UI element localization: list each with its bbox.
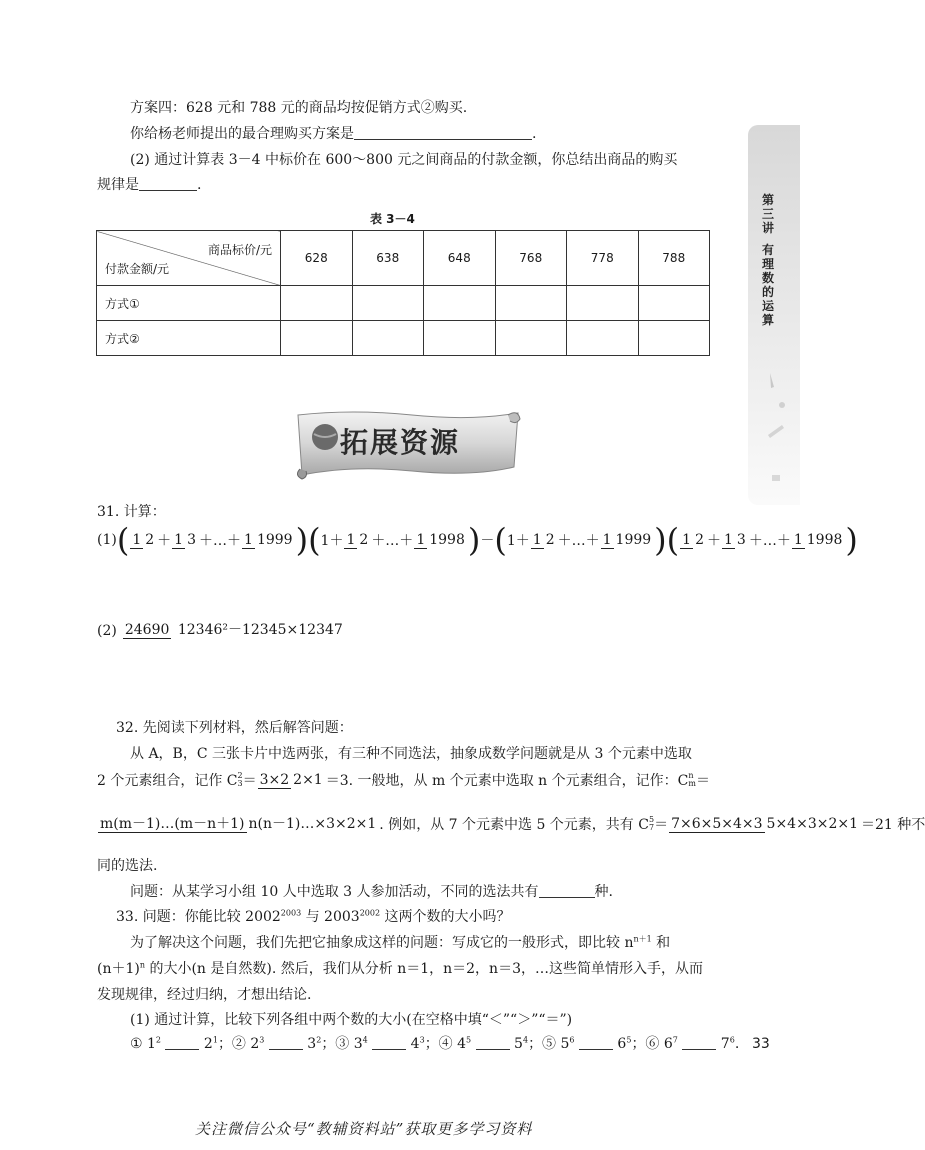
text: 5 xyxy=(514,1036,523,1052)
text: ＝3. 一般地，从 m 个元素中选取 n 个元素组合，记作：C xyxy=(325,773,689,789)
table-cell[interactable] xyxy=(352,321,424,356)
price-col: 768 xyxy=(495,231,567,286)
price-col: 788 xyxy=(638,231,710,286)
text: ；⑥ 6 xyxy=(631,1036,673,1052)
fraction-denominator: 5×4×3×2×1 xyxy=(766,815,859,832)
text: ；④ 4 xyxy=(424,1036,467,1052)
answer-blank[interactable] xyxy=(579,1035,613,1050)
answer-blank[interactable] xyxy=(269,1035,303,1050)
table-cell[interactable] xyxy=(495,286,567,321)
text: 的大小(n 是自然数). 然后，我们从分析 n＝1，n＝2，n＝3，…这些简单情形入手，从而 xyxy=(145,961,703,977)
answer-blank[interactable] xyxy=(165,1035,199,1050)
text: ＝ xyxy=(654,817,669,833)
price-table xyxy=(96,230,710,356)
q33-paragraph-2 xyxy=(97,959,703,979)
table-cell[interactable] xyxy=(495,321,567,356)
text: ；③ 3 xyxy=(321,1036,363,1052)
answer-blank[interactable] xyxy=(372,1035,406,1050)
table-cell[interactable] xyxy=(567,286,639,321)
header-payment-label: 付款金额/元 xyxy=(105,262,170,276)
fraction-denominator: n(n－1)…×3×2×1 xyxy=(248,815,377,832)
chapter-side-tab xyxy=(748,125,800,505)
q31-part2-formula xyxy=(97,622,346,639)
text: 为了解决这个问题，我们先把它抽象成这样的问题：写成它的一般形式，即比较 n xyxy=(130,935,634,951)
text: 和 xyxy=(651,935,671,951)
page-number: 33 xyxy=(752,1036,770,1052)
table-cell[interactable] xyxy=(281,286,353,321)
text: (n＋1) xyxy=(97,961,140,977)
table-cell[interactable] xyxy=(352,286,424,321)
q31-part1-formula: (1) ( 1 2 ＋ 1 3 ＋…＋ 1 1999 )( 1＋ 1 2 ＋…＋ 1 1998 ) － ( 1＋ 1 2 ＋…＋ 1 1999 )( 1 2 ＋ 1 3 ＋…＋ 1 1998 ) xyxy=(97,521,858,559)
text: ＝21 种不 xyxy=(861,817,925,833)
text: 这两个数的大小吗？ xyxy=(380,909,511,925)
text: 7 xyxy=(720,1036,730,1052)
q32-heading: 32. 先阅读下列材料，然后解答问题： xyxy=(116,720,353,736)
table-diagonal-header xyxy=(97,231,281,286)
answer-blank[interactable] xyxy=(476,1035,510,1050)
table-cell[interactable] xyxy=(424,286,496,321)
table-cell[interactable] xyxy=(638,286,710,321)
best-plan-line: 你给杨老师提出的最合理购买方案是 . xyxy=(130,126,537,142)
text: 与 2003 xyxy=(301,909,360,925)
fraction-denominator: 12346²－12345×12347 xyxy=(177,622,343,638)
q32-line4: 同的选法. xyxy=(97,858,158,874)
q32-line2: 2 个元素组合，记作 C 2 3 ＝ 3×2 2×1 ＝3. 一般地，从 m 个元素中选取 n 个元素组合，记作：C n m ＝ xyxy=(97,771,710,789)
q31-heading: 31. 计算： xyxy=(97,504,166,520)
q33-paragraph-3: 发现规律，经过归纳，才想出结论. xyxy=(97,987,312,1003)
table-row xyxy=(97,286,710,321)
text: ＝ xyxy=(695,773,710,789)
fraction-denominator: 2×1 xyxy=(293,771,323,788)
part-label: (1) xyxy=(97,532,117,548)
table-cell[interactable] xyxy=(424,321,496,356)
exponent: 2002 xyxy=(359,908,381,918)
q33-part1-instruction: (1) 通过计算，比较下列各组中两个数的大小(在空格中填“＜”“＞”“＝”) xyxy=(130,1012,573,1028)
decorative-pencil-icons xyxy=(762,365,792,495)
text: 33. 问题：你能比较 2002 xyxy=(116,909,281,925)
q33-compare-row: ① $1^2$ $2^1$；② $2^3$ $3^2$；③ $3^4$ $4^3$；④ $4^5$ $5^4$；⑤ $5^6$ $6^5$；⑥ $6^7$ $7^6$. xyxy=(130,1035,740,1052)
text: . 例如，从 7 个元素中选 5 个元素，共有 C xyxy=(379,817,649,833)
text: 3 xyxy=(307,1036,317,1052)
q32-question xyxy=(130,882,613,902)
chapter-label: 第 三 讲 xyxy=(761,193,774,235)
q33-heading xyxy=(116,907,511,927)
chapter-title: 有 理 数 的 运 算 xyxy=(761,243,774,327)
text: . xyxy=(734,1036,740,1052)
q33-paragraph-1 xyxy=(130,933,670,953)
text: ；② 2 xyxy=(217,1036,260,1052)
answer-blank[interactable] xyxy=(539,883,595,898)
row-label: 方式① xyxy=(97,286,281,321)
text: 种. xyxy=(594,884,613,900)
exponent: n xyxy=(139,960,146,970)
price-col: 628 xyxy=(281,231,353,286)
price-col: 648 xyxy=(424,231,496,286)
fraction-numerator: m(m－1)…(m－n＋1) xyxy=(100,815,245,832)
footer-notice: 关注微信公众号“教辅资料站”获取更多学习资料 xyxy=(195,1120,533,1138)
q32-line1: 从 A，B，C 三张卡片中选两张，有三种不同选法，抽象成数学问题就是从 3 个元素中选取 xyxy=(130,746,692,762)
q32-line3: m(m－1)…(m－n＋1) n(n－1)…×3×2×1 . 例如，从 7 个元素中选 5 个元素，共有 C 5 7 ＝ 7×6×5×4×3 5×4×3×2×1 ＝21 种不 xyxy=(100,815,925,833)
table-cell[interactable] xyxy=(567,321,639,356)
ball-icon xyxy=(310,422,340,452)
text: 6 xyxy=(617,1036,627,1052)
question-2-text: (2) 通过计算表 3－4 中标价在 600～800 元之间商品的付款金额，你总结出商品的购买 xyxy=(130,152,678,168)
text: ① 1 xyxy=(130,1036,156,1052)
text: 问题：从某学习小组 10 人中选取 3 人参加活动，不同的选法共有 xyxy=(130,884,539,900)
text: 2 个元素组合，记作 C xyxy=(97,773,238,789)
table-cell[interactable] xyxy=(281,321,353,356)
answer-blank[interactable] xyxy=(139,176,197,191)
section-title: 拓展资源 xyxy=(340,426,461,459)
fraction-numerator: 3×2 xyxy=(259,771,290,788)
fraction-numerator: 7×6×5×4×3 xyxy=(671,815,763,832)
exponent: 2003 xyxy=(280,908,302,918)
answer-blank[interactable] xyxy=(682,1035,716,1050)
text: ＝ xyxy=(242,773,257,789)
table-cell[interactable] xyxy=(638,321,710,356)
header-price-label: 商品标价/元 xyxy=(207,243,272,257)
price-col: 778 xyxy=(567,231,639,286)
exponent: n＋1 xyxy=(633,934,652,944)
row-label: 方式② xyxy=(97,321,281,356)
question-2-line2: 规律是 . xyxy=(97,177,202,193)
text: ；⑤ 5 xyxy=(528,1036,570,1052)
text: 2 xyxy=(203,1036,213,1052)
price-col: 638 xyxy=(352,231,424,286)
answer-blank[interactable] xyxy=(354,125,532,140)
part-label: (2) xyxy=(97,622,117,639)
table-row xyxy=(97,321,710,356)
table-caption: 表 3－4 xyxy=(370,212,415,226)
text: 4 xyxy=(410,1036,420,1052)
plan-four-text: 方案四：628 元和 788 元的商品均按促销方式②购买. xyxy=(130,100,468,116)
fraction-numerator: 24690 xyxy=(124,622,170,638)
